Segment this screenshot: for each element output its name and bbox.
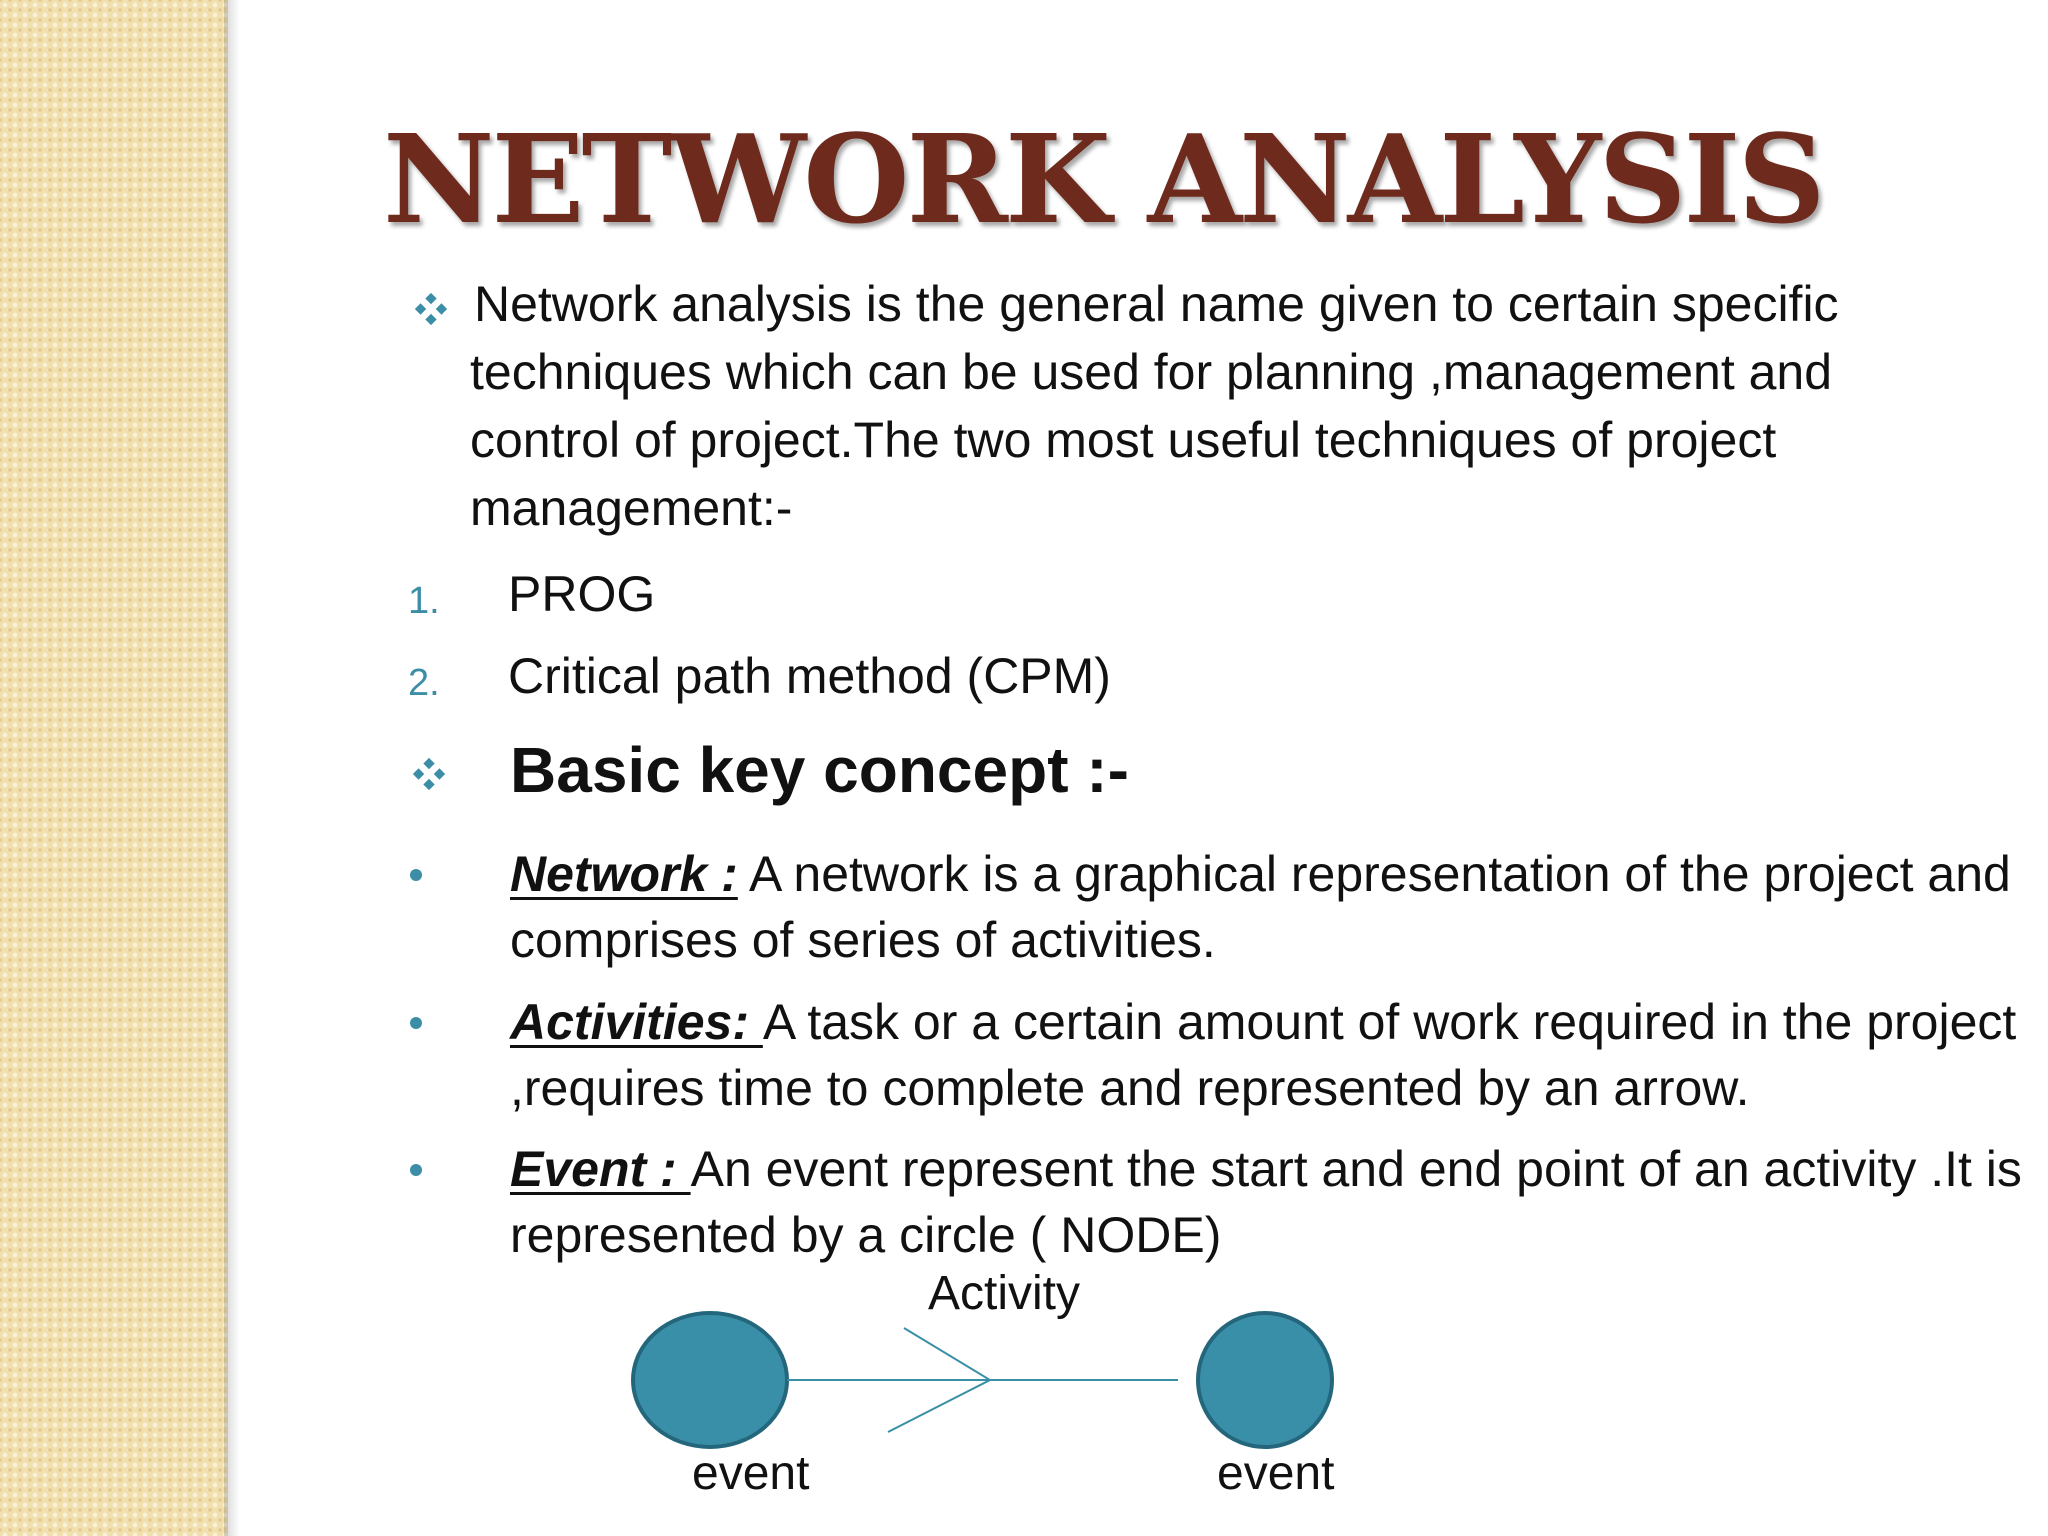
term-activities: Activities: — [510, 994, 763, 1050]
term-event: Event : — [510, 1141, 691, 1197]
technique-item-2: Critical path method (CPM) — [508, 648, 1111, 704]
definition-activities: A task or a certain amount of work required in the project — [762, 994, 2017, 1050]
side-band-shadow — [224, 0, 240, 1536]
start-event-label: event — [692, 1447, 810, 1500]
concept-event-line-1 — [510, 1135, 2022, 1203]
diamond-bullet-icon — [410, 755, 448, 793]
intro-line-2: techniques which can be used for planning ,management and — [470, 344, 1833, 400]
concept-heading: Basic key concept :- — [510, 734, 1129, 806]
end-event-label: event — [1217, 1447, 1335, 1500]
intro-line-3: control of project.The two most useful techniques of project — [470, 412, 1777, 468]
decorative-side-band — [0, 0, 228, 1536]
list-number-1: 1. — [408, 580, 440, 622]
list-number-2: 2. — [408, 662, 440, 704]
definition-network: A network is a graphical representation of the project and — [737, 846, 2011, 902]
dot-bullet-icon — [410, 869, 422, 881]
technique-item-1: PROG — [508, 566, 656, 622]
network-diagram — [620, 1267, 1340, 1500]
slide-title: NETWORK ANALYSIS — [383, 107, 1823, 251]
concept-activities-line-1 — [510, 988, 2016, 1056]
concept-network-line-2: comprises of series of activities. — [510, 912, 1216, 968]
concept-event-line-2: represented by a circle ( NODE) — [510, 1207, 1222, 1263]
dot-bullet-icon — [410, 1164, 422, 1176]
activity-label: Activity — [928, 1267, 1081, 1320]
concept-network-line-1 — [510, 840, 2011, 908]
dot-bullet-icon — [410, 1017, 422, 1029]
intro-line-1: Network analysis is the general name given to certain specific — [474, 276, 1839, 332]
start-event-node — [633, 1313, 787, 1447]
diamond-bullet-icon — [412, 290, 450, 328]
end-event-node — [1198, 1313, 1332, 1447]
definition-event: An event represent the start and end point of an activity .It is — [690, 1141, 2022, 1197]
term-network: Network : — [510, 846, 738, 902]
intro-line-4: management:- — [470, 480, 793, 536]
concept-activities-line-2: ,requires time to complete and represented by an arrow. — [510, 1060, 1750, 1116]
